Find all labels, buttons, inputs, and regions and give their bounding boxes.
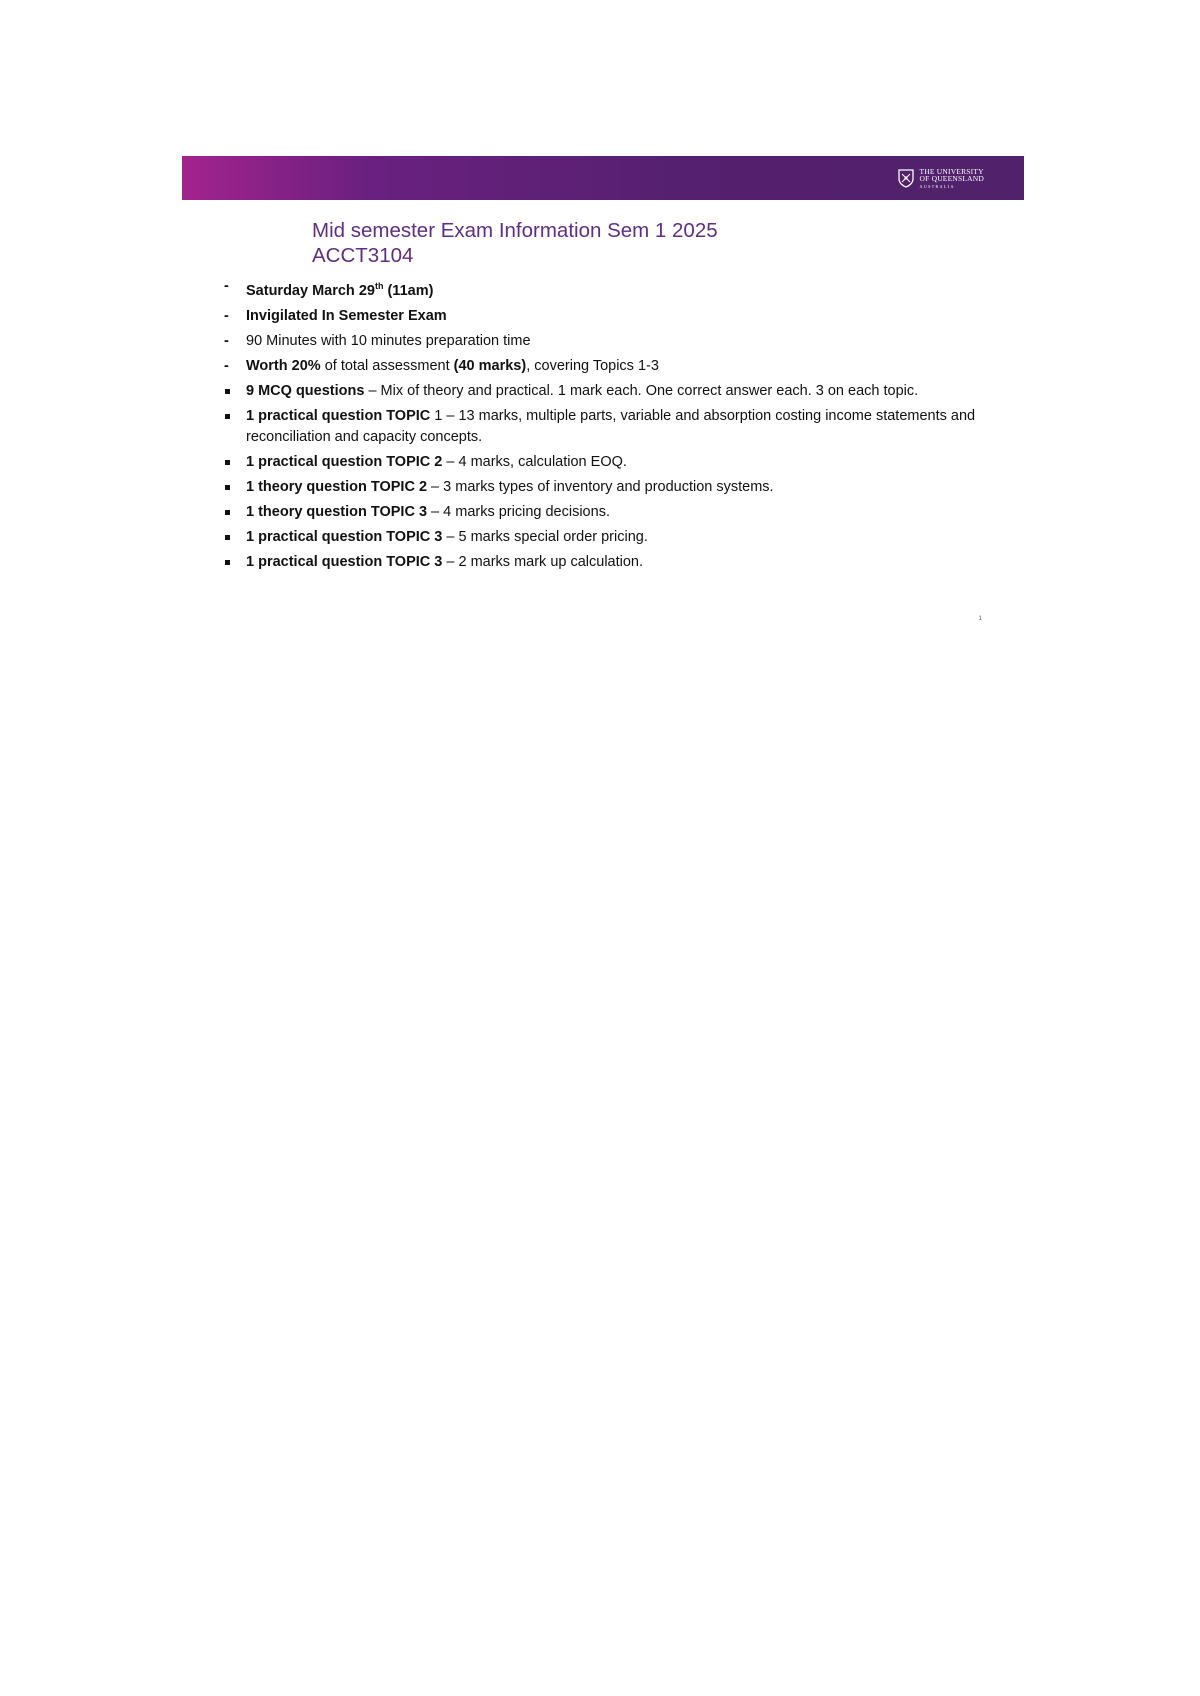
item-text: – 2 marks mark up calculation.	[442, 553, 644, 570]
list-item	[224, 306, 984, 327]
dash-bullet-icon	[224, 306, 236, 327]
item-bold-text: Invigilated In Semester Exam	[246, 307, 447, 324]
list-item	[224, 477, 984, 498]
item-text: – 4 marks pricing decisions.	[427, 503, 610, 520]
logo-wordmark	[920, 168, 984, 189]
item-text: , covering Topics 1-3	[526, 357, 659, 374]
dash-bullet-icon	[224, 331, 236, 352]
item-text: – 3 marks types of inventory and production systems.	[427, 478, 774, 495]
item-text: 1 – 13 marks, multiple parts, variable and absorption costing income statements and reconciliation and capacity concepts.	[246, 407, 976, 445]
crest-icon	[898, 169, 914, 188]
title-line-2: ACCT3104	[312, 244, 414, 267]
list-item	[224, 381, 984, 402]
item-text: – 4 marks, calculation EOQ.	[442, 453, 627, 470]
item-bold-text: (11am)	[383, 282, 434, 299]
list-item	[224, 452, 984, 473]
item-bold-text: 1 practical question TOPIC 2	[246, 453, 443, 470]
university-logo	[898, 165, 984, 191]
item-bold-text: 1 practical question TOPIC 3	[246, 553, 443, 570]
logo-line-1: THE UNIVERSITY	[919, 166, 984, 176]
item-bold-text: 1 theory question TOPIC 3	[246, 503, 428, 520]
item-superscript: th	[374, 281, 384, 291]
title-line-1: Mid semester Exam Information Sem 1 2025	[312, 219, 718, 242]
list-item	[224, 406, 984, 448]
item-bold-text: Saturday March 29	[246, 282, 375, 299]
list-item	[224, 331, 984, 352]
list-item	[224, 527, 984, 548]
item-text: – Mix of theory and practical. 1 mark each. One correct answer each. 3 on each topic.	[364, 382, 919, 399]
list-item	[224, 552, 984, 573]
page-number: 1	[978, 616, 982, 622]
slide-title	[312, 218, 932, 268]
item-bold-text: (40 marks)	[453, 357, 527, 374]
dash-bullet-icon	[224, 276, 236, 297]
item-bold-text: 1 practical question TOPIC	[246, 407, 431, 424]
slide	[182, 156, 1024, 626]
exam-info-list	[224, 276, 984, 577]
list-item	[224, 356, 984, 377]
item-text: – 5 marks special order pricing.	[442, 528, 648, 545]
item-text: 90 Minutes with 10 minutes preparation time	[246, 332, 531, 349]
logo-line-3: AUSTRALIA	[919, 183, 955, 189]
header-banner	[182, 156, 1024, 200]
item-text: of total assessment	[320, 357, 454, 374]
list-item	[224, 502, 984, 523]
list-item	[224, 276, 984, 302]
item-bold-text: 1 theory question TOPIC 2	[246, 478, 428, 495]
logo-line-2: OF QUEENSLAND	[919, 174, 984, 183]
dash-bullet-icon	[224, 356, 236, 377]
item-bold-text: Worth 20%	[246, 357, 321, 374]
item-bold-text: 1 practical question TOPIC 3	[246, 528, 443, 545]
item-bold-text: 9 MCQ questions	[246, 382, 365, 399]
